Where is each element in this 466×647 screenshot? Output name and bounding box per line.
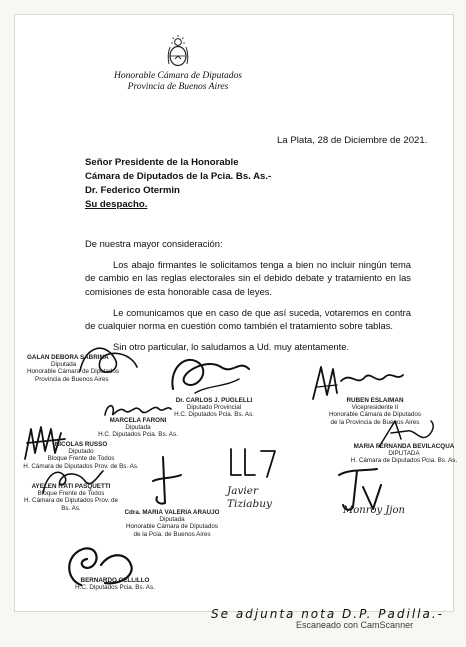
- signature-faroni: MARCELA FARONI Diputada H.C. Diputados Pcia. Bs. As.: [93, 417, 183, 439]
- document-sheet: [14, 14, 458, 621]
- signature-center-ink: [165, 349, 255, 397]
- recipient-line-1: Señor Presidente de la Honorable: [85, 157, 239, 168]
- signer-name: GALAN DEBORA SABRINA: [27, 354, 109, 361]
- signature-araujo-ink: [147, 455, 187, 507]
- recipient-line-3: Dr. Federico Otermin: [85, 185, 180, 196]
- handwriting-monroy: Monroy Jjon: [343, 505, 405, 516]
- signature-eslaiman: RUBEN ESLAIMAN Vicepresidente II Honorable Cámara de Diputados de la Provincia de Buenos Aires: [315, 397, 435, 426]
- scanner-watermark: Escaneado con CamScanner: [296, 620, 414, 630]
- handwriting-ll7-ink: [227, 445, 279, 481]
- signature-pasquetti: AYELEN ITATI PASQUETTI Bloque Frente de Todos H. Cámara de Diputados Prov. de Bs. As.: [23, 483, 119, 512]
- place-and-date: La Plata, 28 de Diciembre de 2021.: [277, 135, 428, 146]
- signer-name: MARIA FERNANDA BEVILACQUA: [353, 443, 455, 450]
- coat-of-arms-icon: [166, 35, 190, 69]
- signature-russo: NICOLAS RUSSO Diputado Bloque Frente de Todos H. Cámara de Diputados Prov. de Bs. As.: [21, 441, 141, 470]
- signer-name: BERNARDO CELLILLO: [80, 577, 150, 584]
- recipient-line-4: Su despacho.: [85, 199, 148, 210]
- recipient-block: [85, 156, 271, 212]
- paragraph-1: Los abajo firmantes le solicitamos tenga a bien no incluir ningún tema de cambio en las reglas electorales sin el debido debate y tratamiento en las comisiones de esta honorable casa de leyes.: [85, 259, 411, 297]
- handwritten-note: Se adjunta nota D.P. Padilla.-: [211, 607, 444, 621]
- signer-name: Cdra. MARIA VALERIA ARAUJO: [124, 509, 220, 516]
- signer-name: MARCELA FARONI: [109, 417, 167, 424]
- letterhead: [103, 35, 253, 93]
- paragraph-3: Sin otro particular, lo saludamos a Ud. muy atentamente.: [113, 341, 350, 353]
- signer-name: AYELEN ITATI PASQUETTI: [31, 483, 111, 490]
- recipient-line-2: Cámara de Diputados de la Pcia. Bs. As.-: [85, 171, 272, 182]
- paragraph-2: Le comunicamos que en caso de que así suceda, votaremos en contra de cualquier norma en cuestión como también el tratamiento sobre tablas.: [85, 306, 411, 332]
- greeting: De nuestra mayor consideración:: [85, 238, 223, 249]
- signature-araujo: Cdra. MARIA VALERIA ARAUJO Diputada Honorable Cámara de Diputados de la Pcia. de Buenos Aires: [117, 509, 227, 538]
- signature-bevilacqua: MARIA FERNANDA BEVILACQUA DIPUTADA H. Cámara de Diputados Pcia. Bs. As.: [345, 443, 463, 465]
- signer-name: RUBEN ESLAIMAN: [346, 397, 404, 404]
- signature-puglelli: Dr. CARLOS J. PUGLELLI Diputado Provincial H.C. Diputados Pcia. Bs. As.: [167, 397, 261, 419]
- letterhead-chamber-name: Honorable Cámara de Diputados: [114, 71, 242, 81]
- signer-name: Dr. CARLOS J. PUGLELLI: [175, 397, 253, 404]
- signature-galan: GALAN DEBORA SABRINA Diputada Honorable Cámara de Diputados Provincia de Buenos Aires: [27, 354, 120, 383]
- signature-cellillo: BERNARDO CELLILLO H.C. Diputados Pcia. Bs. As.: [67, 577, 163, 591]
- handwriting-javier: Javier Tiziabuy: [227, 485, 272, 510]
- signer-name: NICOLAS RUSSO: [54, 441, 108, 448]
- letterhead-province: Provincia de Buenos Aires: [127, 82, 229, 92]
